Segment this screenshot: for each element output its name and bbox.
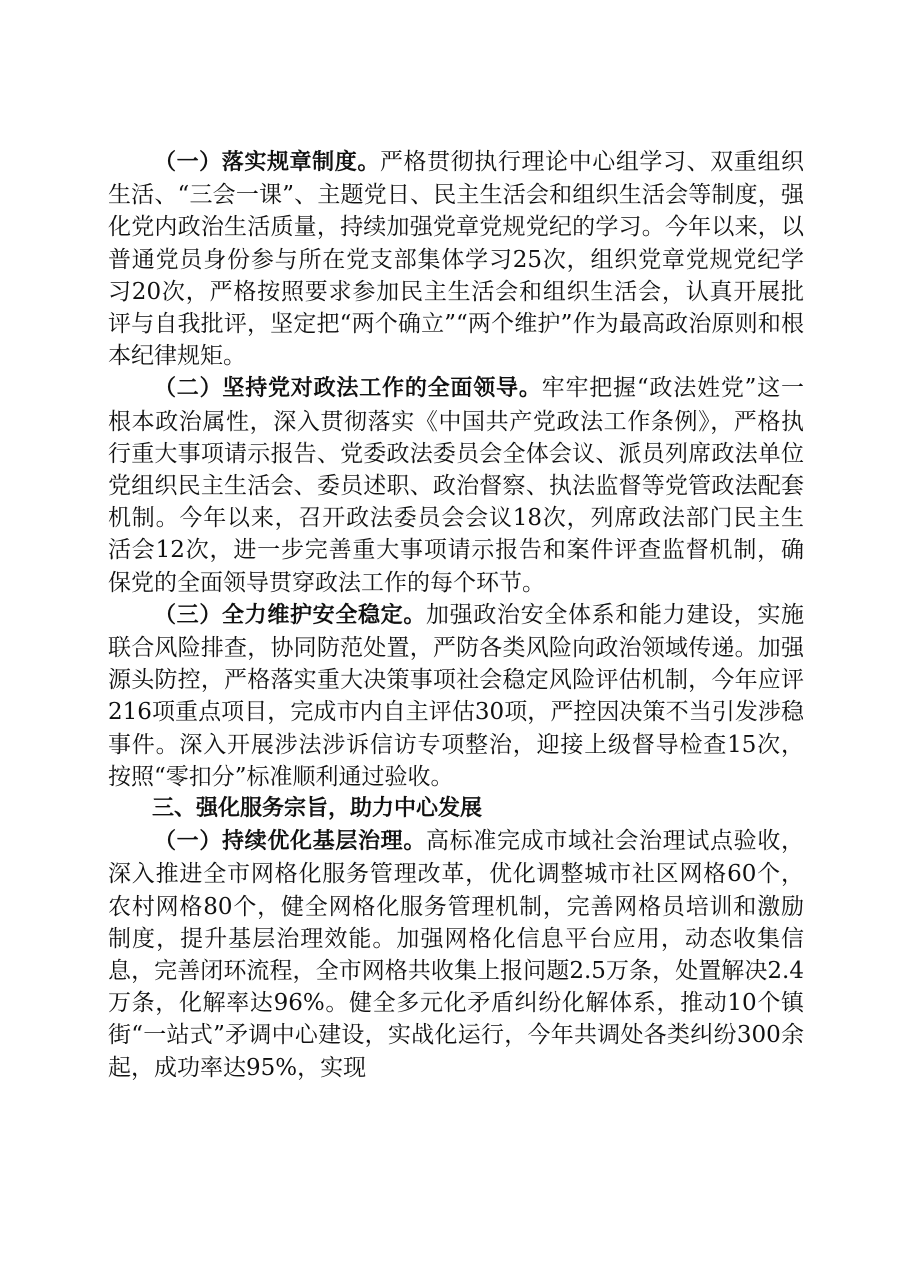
paragraph-text: 加强政治安全体系和能力建设，实施联合风险排查，协同防范处置，严防各类风险向政治领域传递。加强源头防控，严格落实重大决策事项社会稳定风险评估机制，今年应评216项重点项目，完成市内自主评估30项，严控因决策不当引发涉稳事件。深入开展涉法涉诉信访专项整治，迎接上级督导检查15次，按照“零扣分”标准顺利通过验收。 xyxy=(108,601,804,790)
paragraph-lead: （一）落实规章制度。 xyxy=(154,150,380,175)
paragraph-security-stability xyxy=(108,599,804,793)
paragraph-lead: （二）坚持党对政法工作的全面领导。 xyxy=(154,376,542,402)
paragraph-lead: （一）持续优化基层治理。 xyxy=(154,829,426,855)
section-heading: 三、强化服务宗旨，助力中心发展 xyxy=(152,796,483,822)
paragraph-implement-rules xyxy=(108,146,804,372)
paragraph-text: 严格贯彻执行理论中心组学习、双重组织生活、“三会一课”、主题党日、民主生活会和组织生活会等制度，强化党内政治生活质量，持续加强党章党规党纪的学习。今年以来，以普通党员身份参与所在党支部集体学习25次，组织党章党规党纪学习20次，严格按照要求参加民主生活会和组织生活会，认真开展批评与自我批评，坚定把“两个确立”“两个维护”作为最高政治原则和根本纪律规矩。 xyxy=(108,149,804,370)
paragraph-text: 牢牢把握“政法姓党”这一根本政治属性，深入贯彻落实《中国共产党政法工作条例》，严格执行重大事项请示报告、党委政法委员会全体会议、派员列席政法单位党组织民主生活会、委员述职、政治督察、执法监督等党管政法配套机制。今年以来，召开政法委员会会议18次，列席政法部门民主生活会12次，进一步完善重大事项请示报告和案件评查监督机制，确保党的全面领导贯穿政法工作的每个环节。 xyxy=(108,375,804,596)
paragraph-lead: （三）全力维护安全稳定。 xyxy=(154,602,426,628)
document-body xyxy=(108,146,804,1084)
paragraph-party-leadership xyxy=(108,372,804,598)
paragraph-text: 高标准完成市域社会治理试点验收，深入推进全市网格化服务管理改革，优化调整城市社区网格60个，农村网格80个，健全网格化服务管理机制，完善网格员培训和激励制度，提升基层治理效能。加强网格化信息平台应用，动态收集信息，完善闭环流程，全市网格共收集上报问题2.5万条，处置解决2.4万条，化解率达96%。健全多元化矛盾纠纷化解体系，推动10个镇街“一站式”矛调中心建设，实战化运行，今年共调处各类纠纷300余起，成功率达95%，实现 xyxy=(108,828,804,1081)
paragraph-grassroots-governance xyxy=(108,825,804,1084)
